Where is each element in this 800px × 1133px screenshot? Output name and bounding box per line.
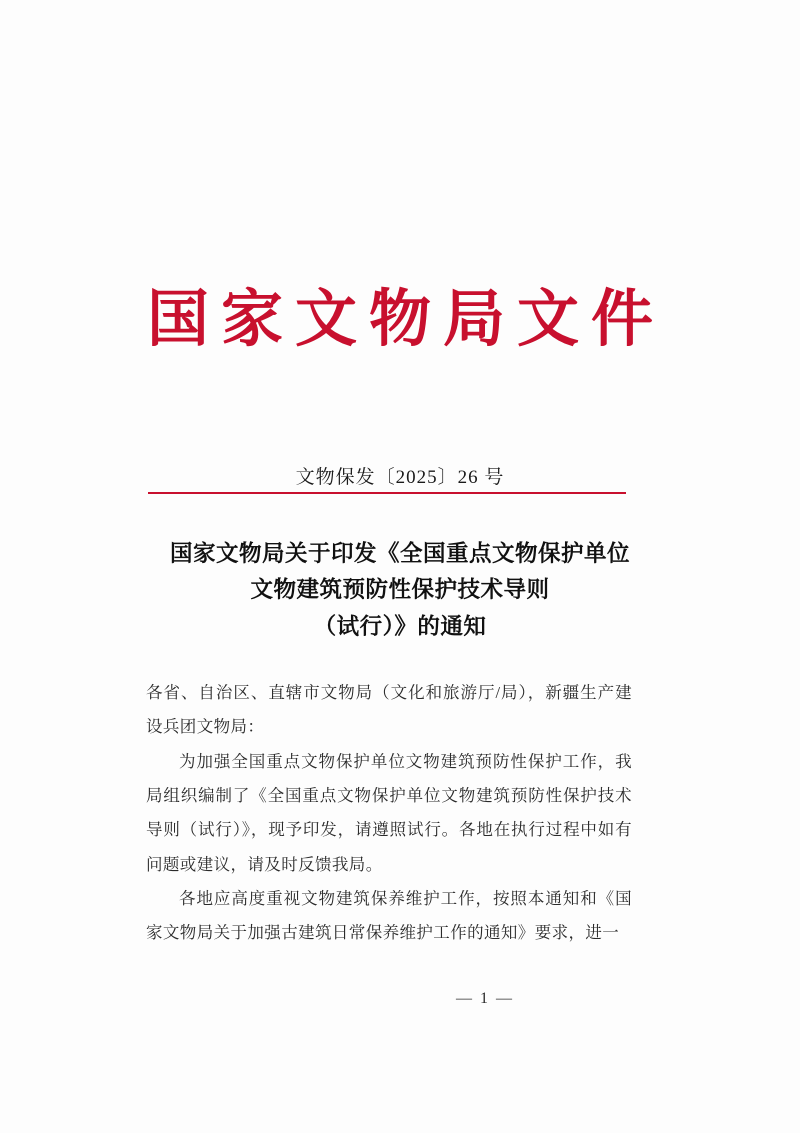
title-line-1: 国家文物局关于印发《全国重点文物保护单位 — [169, 541, 630, 566]
document-body — [146, 676, 632, 951]
red-divider-rule — [148, 492, 626, 494]
body-paragraph-2: 各地应高度重视文物建筑保养维护工作，按照本通知和《国家文物局关于加强古建筑日常保养维护工作的通知》要求，进一 — [146, 888, 632, 943]
title-line-3: （试行）》的通知 — [313, 613, 487, 639]
document-number: 文物保发〔2025〕26 号 — [295, 467, 505, 488]
masthead-title: 国家文物局文件 — [146, 286, 665, 354]
page-number: — 1 — — [456, 990, 514, 1007]
title-line-2: 文物建筑预防性保护技术导则 — [250, 577, 550, 603]
page-title — [120, 536, 680, 645]
body-paragraph-salutation: 各省、自治区、直辖市文物局（文化和旅游厅/局），新疆生产建设兵团文物局： — [146, 683, 632, 737]
body-paragraph-1: 为加强全国重点文物保护单位文物建筑预防性保护工作，我局组织编制了《全国重点文物保护单位文物建筑预防性保护技术导则（试行）》，现予印发，请遵照试行。各地在执行过程中如有问题或建议，请及时反馈我局。 — [146, 751, 632, 874]
masthead — [0, 285, 800, 356]
